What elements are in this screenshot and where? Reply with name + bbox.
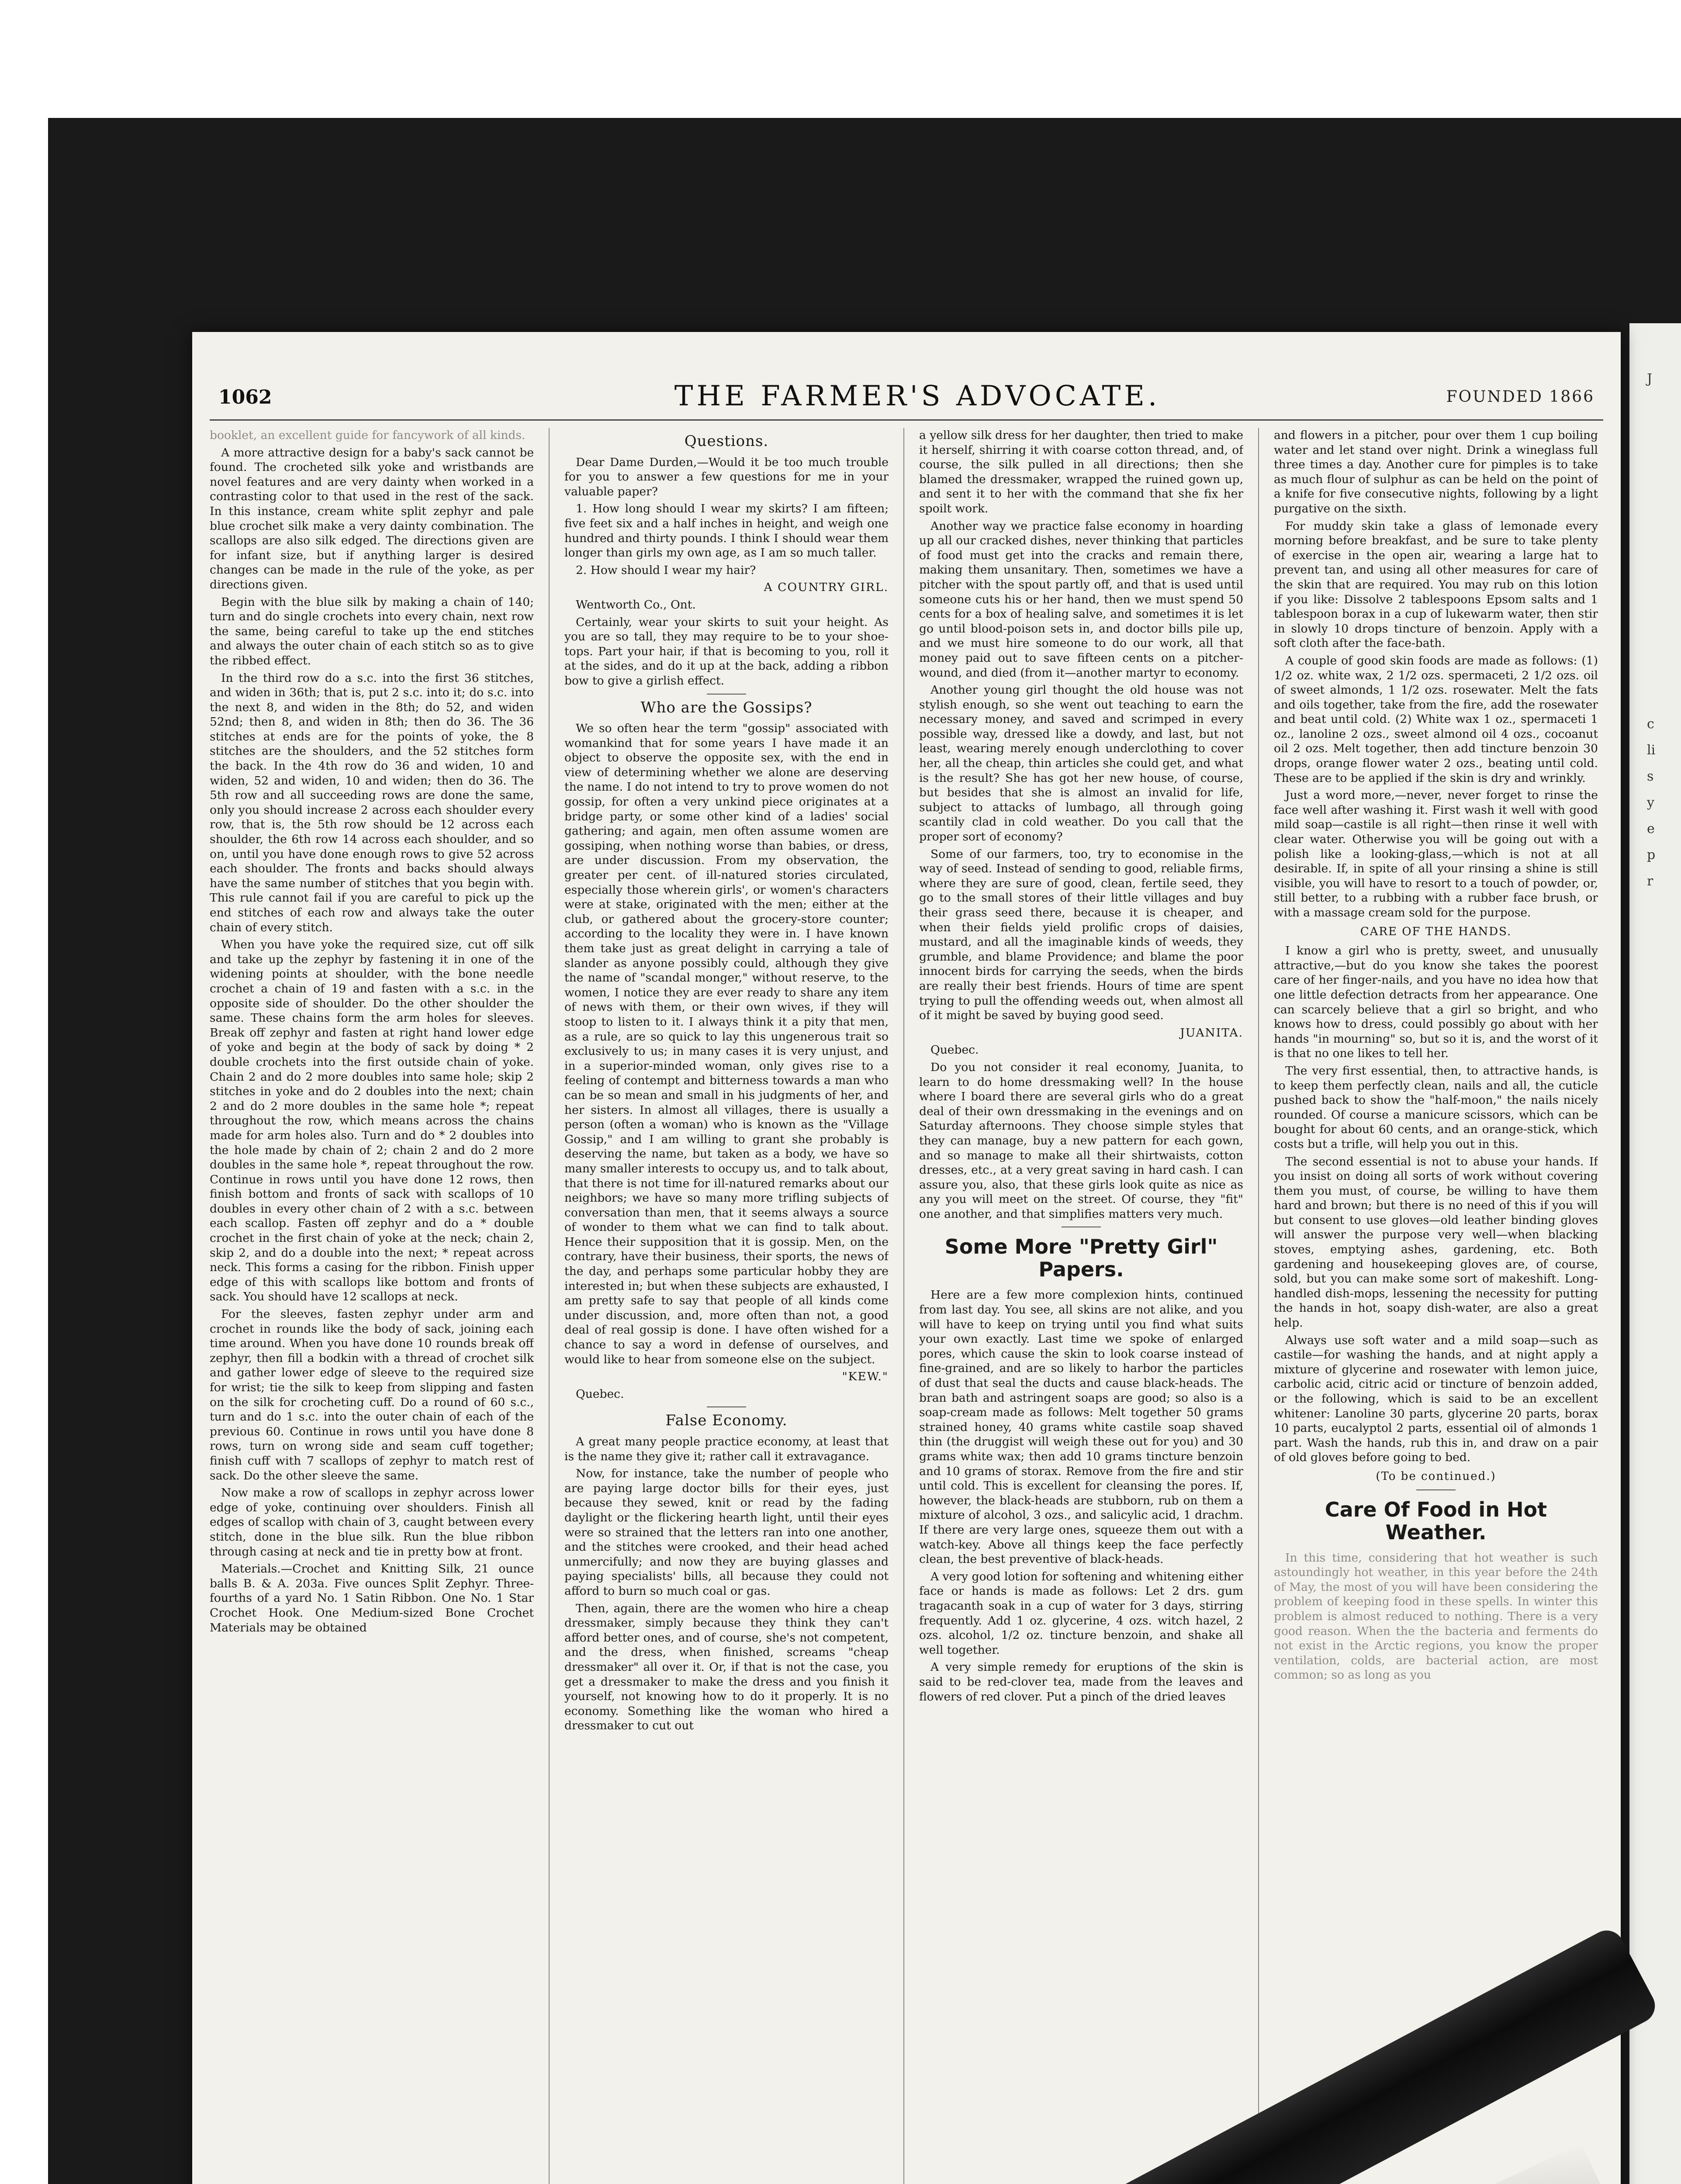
paragraph: a yellow silk dress for her daughter, then tried to make it herself, shirring it with coarse cotton thread, and, of course, the silk pulled in all directions; then she blamed the dressmaker, wrapped the ruined gown up, and sent it to her with the command that she fix her spoilt work. xyxy=(919,429,1243,515)
paragraph: and flowers in a pitcher, pour over them 1 cup boiling water and let stand over night. Drink a wineglass full three times a day. Another cure for pimples is to take as much flour of sulphur as can be held on the point of a knife for five consecutive nights, following by a light purgative on the sixth. xyxy=(1274,429,1598,515)
separator-rule xyxy=(707,694,746,695)
separator-rule xyxy=(707,1406,746,1407)
section-heading-questions: Questions. xyxy=(684,432,769,450)
paragraph: 1. How long should I wear my skirts? I am fifteen; five feet six and a half inches in height, and weigh one hundred and thirty pounds. I think I should wear them longer than girls my own age, as I am so much taller. xyxy=(564,502,889,560)
paragraph: A couple of good skin foods are made as follows: (1) 1/2 oz. white wax, 2 1/2 ozs. spermaceti, 2 1/2 ozs. oil of sweet almonds, 1 1/2 ozs. rosewater. Melt the fats and oils together, take from the fire, add the rosewater and beat until cold. (2) White wax 1 oz., spermaceti 1 oz., lanoline 2 ozs., sweet almond oil 4 ozs., cocoanut oil 2 ozs. Melt together, then add tincture benzoin 30 drops, orange flower water 2 ozs., beating until cold. These are to be applied if the skin is dry and wrinkly. xyxy=(1274,653,1598,785)
continued-note: (To be continued.) xyxy=(1376,1469,1496,1483)
section-heading-false-economy: False Economy. xyxy=(665,1412,788,1430)
header-rule xyxy=(210,419,1603,421)
paragraph: A very simple remedy for eruptions of the skin is said to be red-clover tea, made from the leaves and flowers of red clover. Put a pinch of the dried leaves xyxy=(919,1660,1243,1704)
section-heading-gossips: Who are the Gossips? xyxy=(640,698,813,716)
column-1 xyxy=(210,428,534,2184)
paragraph: Here are a few more complexion hints, continued from last day. You see, all skins are not alike, and you will have to keep on trying until you find what suits your own exactly. Last time we spoke of enlarged pores, which cause the skin to look coarse instead of fine-grained, and are so likely to harbor the particles of dust that seal the ducts and cause black-heads. The bran bath and astringent soaps are good; so also is a soap-cream made as follows: Melt together 50 grams strained honey, 40 grams white castile soap shaved thin (the druggist will weigh these out for you) and 30 grams white wax; then add 10 grams tincture benzoin and 10 grams of storax. Remove from the fire and stir until cold. This is excellent for cleansing the pores. If, however, the black-heads are stubborn, rub on them a mixture of alcohol, 3 ozs., and salicylic acid, 1 drachm. If there are very large ones, squeeze them out with a watch-key. Above all things keep the face perfectly clean, the best preventive of black-heads. xyxy=(919,1288,1243,1566)
column-divider xyxy=(903,428,904,2184)
paragraph: Now, for instance, take the number of people who are paying large doctor bills for their eyes, just because they sewed, knit or read by the fading daylight or the flickering hearth light, until their eyes were so strained that the letters ran into one another, and the stitches were crooked, and their head ached unmercifully; and now they are buying glasses and paying specialists' bills, all because they could not afford to burn so much coal or gas. xyxy=(564,1467,889,1598)
paragraph: Just a word more,—never, never forget to rinse the face well after washing it. First wash it well with good mild soap—castile is all right—then rinse it well with clear water. Otherwise you will be going out with a polish like a looking-glass,—which is not at all desirable. If, in spite of all your rinsing a shine is still visible, you will have to resort to a touch of powder, or, still better, to a rubbing with a rubber face brush, or with a massage cream sold for the purpose. xyxy=(1274,788,1598,919)
edge-letter: s xyxy=(1647,769,1654,784)
paragraph: In this time, considering that hot weather is such astoundingly hot weather, in this year before the 24th of May, the most of you will have been considering the problem of keeping food in these spells. In winter this problem is almost reduced to nothing. There is a very good reason. When the the bacteria and ferments do not exist in the Arctic regions, you know the proper ventilation, colds, are bacterial action, are most common; so as long as you xyxy=(1274,1551,1598,1682)
column-divider xyxy=(1258,428,1259,2184)
paragraph: 2. How should I wear my hair? xyxy=(576,563,756,577)
edge-letter: li xyxy=(1647,743,1656,758)
separator-rule xyxy=(1416,1489,1456,1490)
edge-letter: c xyxy=(1647,716,1654,732)
paragraph: The second essential is not to abuse your hands. If you insist on doing all sorts of work without covering them you must, of course, be willing to have them hard and brown; but there is no need of this if you will but consent to use gloves—old leather binding gloves will answer the purpose very well—when blacking stoves, emptying ashes, gardening, etc. Both gardening and housekeeping gloves are, of course, sold, but you can make some sort of makeshift. Long-handled dish-mops, lessening the necessity for putting the hands in hot, soapy dish-water, are also a great help. xyxy=(1274,1154,1598,1330)
paragraph: A very good lotion for softening and whitening either face or hands is made as follows: Let 2 drs. gum tragacanth soak in a cup of water for 3 days, stirring frequently. Add 1 oz. glycerine, 4 ozs. witch hazel, 2 ozs. alcohol, 1/2 oz. tincture benzoin, and shake all well together. xyxy=(919,1569,1243,1657)
column-2 xyxy=(564,428,889,2184)
page-header xyxy=(218,380,1595,419)
paragraph: A more attractive design for a baby's sack cannot be found. The crocheted silk yoke and wristbands are novel features and are very dainty when worked in a contrasting color to that used in the rest of the sack. In this instance, cream white split zephyr and pale blue crochet silk make a very dainty combination. The scallops are also silk edged. The directions given are for infant size, but if anything larger is desired changes can be made in the rule of the yoke, as per directions given. xyxy=(210,446,534,591)
letter-signature: JUANITA. xyxy=(1180,1026,1243,1040)
letter-location: Wentworth Co., Ont. xyxy=(576,598,696,612)
section-heading-care-of-food: Care Of Food in Hot Weather. xyxy=(1325,1497,1547,1544)
paragraph: booklet, an excellent guide for fancywork of all kinds. xyxy=(210,429,526,442)
edge-letter: y xyxy=(1647,795,1654,810)
paragraph: Now make a row of scallops in zephyr across lower edge of yoke, continuing over shoulders. Finish all edges of scallop with chain of 3, caught between every stitch, done in the blue silk. Run the blue ribbon through casing at neck and tie in pretty bow at front. xyxy=(210,1486,534,1559)
paragraph: Certainly, wear your skirts to suit your height. As you are so tall, they may require to be to your shoe-tops. Part your hair, if that is becoming to you, roll it at the sides, and do it up at the back, adding a ribbon bow to give a girlish effect. xyxy=(564,615,889,688)
paragraph: Some of our farmers, too, try to economise in the way of seed. Instead of sending to good, reliable firms, where they are sure of good, clean, fertile seed, they go to the small stores of their little villages and buy their grass seed there, because it is cheaper, and when their fields yield prolific crops of daisies, mustard, and all the imaginable kinds of weeds, they grumble, and blame Providence; and blame the poor innocent birds for carrying the seeds, when the birds are really their best friends. Hours of time are spent trying to pull the offending weeds out, when almost all of it might be saved by buying good seed. xyxy=(919,847,1243,1023)
letter-signature: A COUNTRY GIRL. xyxy=(764,581,889,594)
paragraph: For muddy skin take a glass of lemonade every morning before breakfast, and be sure to take plenty of exercise in the open air, wearing a large hat to prevent tan, and using all other measures for care of the skin that are required. You may rub on this lotion if you like: Dissolve 2 tablespoons Epsom salts and 1 tablespoon borax in a cup of lukewarm water, then stir in slowly 10 drops tincture of benzoin. Apply with a soft cloth after the face-bath. xyxy=(1274,519,1598,650)
masthead-title: THE FARMER'S ADVOCATE. xyxy=(674,380,1161,412)
letter-location: Quebec. xyxy=(576,1387,624,1401)
paragraph: When you have yoke the required size, cut off silk and take up the zephyr by fastening it in one of the widening points at shoulder, with the bone needle crochet a chain of 19 and fasten with a s.c. in the opposite side of shoulder. Do the other shoulder the same. These chains form the arm holes for sleeves. Break off zephyr and fasten at right hand lower edge of yoke and begin at the body of sack by doing * 2 double crochets into the first outside chain of yoke. Chain 2 and do 2 more doubles into same hole; skip 2 stitches in yoke and do 2 doubles into the next; chain 2 and do 2 more doubles in the same hole *; repeat throughout the row, which means across the chains made for arm holes also. Turn and do * 2 doubles into the hole made by chain of 2; chain 2 and do 2 more doubles in the same hole *, repeat throughout the row. Continue in rows until you have done 12 rows, then finish bottom and fronts of sack with scallops of 10 doubles in every other chain of 2 with a s.c. between each scallop. Fasten off zephyr and do a * double crochet in the first chain of yoke at the neck; chain 2, skip 2, and do a double into the next; * repeat across neck. This forms a casing for the ribbon. Finish upper edge of this with scallops like bottom and fronts of sack. You should have 12 scallops at neck. xyxy=(210,938,534,1304)
paragraph: For the sleeves, fasten zephyr under arm and crochet in rounds like the body of sack, joining each time around. When you have done 10 rounds break off zephyr, then fill a bodkin with a thread of crochet silk and gather lower edge of sleeve to the required size for wrist; tie the silk to keep from slipping and fasten on the silk for crocheting cuff. Do a round of 60 s.c., turn and do 1 s.c. into the outer chain of each of the previous 60. Continue in rows until you have done 8 rows, turn on wrong side and seam cuff together; finish cuff with 7 scallops of zephyr to match rest of sack. Do the other sleeve the same. xyxy=(210,1307,534,1482)
paragraph: The very first essential, then, to attractive hands, is to keep them perfectly clean, nails and all, the cuticle pushed back to show the "half-moon," the nails nicely rounded. Of course a manicure scissors, which can be bought for about 60 cents, and an orange-stick, which costs but a trifle, will help you out in this. xyxy=(1274,1064,1598,1151)
adjacent-page-edge xyxy=(1629,323,1681,2184)
edge-letter: p xyxy=(1647,847,1656,863)
paragraph: Dear Dame Durden,—Would it be too much trouble for you to answer a few questions for me in your valuable paper? xyxy=(564,455,889,498)
column-4 xyxy=(1274,428,1598,2184)
paragraph: Then, again, there are the women who hire a cheap dressmaker, simply because they think they can't afford better ones, and of course, she's not competent, and the dress, when finished, screams "cheap dressmaker" all over it. Or, if that is not the case, you get a dressmaker to make the dress and you finish it yourself, not knowing how to do it properly. It is no economy. Something like the woman who hired a dressmaker to cut out xyxy=(564,1601,889,1733)
page-number: 1062 xyxy=(218,386,272,408)
subheading-care-of-hands: CARE OF THE HANDS. xyxy=(1360,925,1512,938)
paragraph: In the third row do a s.c. into the first 36 stitches, and widen in 36th; that is, put 2 s.c. into it; do s.c. into the next 8, and widen in the 8th; do 52, and widen 52nd; then 8, and widen in 8th; then do 36. The 36 stitches at ends are for the points of yoke, the 8 stitches are the shoulders, and the 52 stitches form the back. In the 4th row do 36 and widen, 10 and widen, 52 and widen, 10 and widen; then do 36. The 5th row and all succeeding rows are done the same, only you should increase 2 across each shoulder every row, that is, the 5th row should be 12 across each shoulder, the 6th row 14 across each shoulder, and so on, until you have done enough rows to give 52 across each shoulder. The fronts and backs should always have the same number of stitches that you begin with. This rule cannot fail if you are careful to pick up the end stitches of each row and always take the outer chain of every stitch. xyxy=(210,671,534,934)
edge-letter: J xyxy=(1647,371,1653,387)
founded-line: FOUNDED 1866 xyxy=(1446,388,1595,406)
letter-signature: "KEW." xyxy=(842,1370,889,1384)
edge-letter: e xyxy=(1647,821,1655,836)
paragraph: Materials.—Crochet and Knitting Silk, 21 ounce balls B. & A. 203a. Five ounces Split Zephyr. Three-fourths of a yard No. 1 Satin Ribbon. One No. 1 Star Crochet Hook. One Medium-sized Bone Crochet Materials may be obtained xyxy=(210,1562,534,1635)
section-heading-pretty-girl: Some More "Pretty Girl" Papers. xyxy=(944,1235,1218,1282)
column-3 xyxy=(919,428,1243,2184)
newspaper-page xyxy=(192,332,1621,2184)
paragraph: Do you not consider it real economy, Juanita, to learn to do home dressmaking well? In the house where I board there are several girls who do a great deal of their own dressmaking in the evenings and on Saturday afternoons. They choose simple styles that they can manage, buy a new pattern for each gown, and so manage to make all their shirtwaists, cotton dresses, etc., at a very great saving in hard cash. I can assure you, also, that these girls look quite as nice as any you will meet on the street. Of course, they "fit" one another, and that simplifies matters very much. xyxy=(919,1060,1243,1221)
paragraph: Begin with the blue silk by making a chain of 140; turn and do single crochets into every chain, next row the same, being careful to take up the end stitches and always the outer chain of each stitch so as to give the ribbed effect. xyxy=(210,595,534,667)
column-divider xyxy=(549,428,550,2184)
paragraph: We so often hear the term "gossip" associated with womankind that for some years I have made it an object to observe the opposite sex, with the end in view of determining whether we alone are deserving the name. I do not intend to try to prove women do not gossip, for often a very unkind piece originates at a bridge party, or some other kind of a ladies' social gathering; and again, men often assume women are gossiping, when nothing worse than babies, or dress, are under discussion. From my observation, the greater per cent. of ill-natured stories circulated, especially those wherein girls', or women's characters were at stake, originated with the men; either at the club, or gathered about the grocery-store counter; according to the locality they were in. I have known them take just as great delight in carrying a tale of slander as anyone possibly could, although they give the name of "scandal monger," without reserve, to the women, I notice they are ever ready to share any item of news with them, or their own wives, if they will stoop to listen to it. I always think it a pity that men, as a rule, are so quick to lay this ungenerous trait so exclusively to us; in many cases it is very unjust, and in a superior-minded woman, only gives rise to a feeling of contempt and bitterness towards a man who can be so mean and small in his judgments of her, and her sisters. In almost all villages, there is usually a person (often a woman) who is known as the "Village Gossip," and I am willing to grant she probably is deserving the name, but taken as a body, we have so many smaller interests to occupy us, and to talk about, that there is not time for ill-natured remarks about our neighbors; we have so many more trifling subjects of conversation than men, that it seems always a source of wonder to them what we can find to talk about. Hence their supposition that it is gossip. Men, on the contrary, have their business, their sports, the news of the day, and perhaps some particular hobby they are interested in; but when these subjects are exhausted, I am pretty safe to say that people of all kinds come under discussion, and, more often than not, a good deal of real gossip is done. I have often wished for a chance to say a word in defense of ourselves, and would like to hear from someone else on the subject. xyxy=(564,722,889,1366)
paragraph: Another way we practice false economy in hoarding up all our cracked dishes, never thinking that particles of food must get into the cracks and remain there, making them unsanitary. Then, sometimes we have a pitcher with the spout partly off, and that is used until someone cuts his or her hand, then we must spend 50 cents for a box of healing salve, and sometimes it is let go until blood-poison sets in, and doctor bills pile up, and we must hire someone to do our work, all that money paid out to save fifteen cents on a pitcher-wound, and died (from it—another martyr to economy. xyxy=(919,519,1243,680)
article-columns xyxy=(210,428,1603,2184)
paragraph: A great many people practice economy, at least that is the name they give it; rather call it extravagance. xyxy=(564,1435,889,1463)
paragraph: I know a girl who is pretty, sweet, and unusually attractive,—but do you know she takes the poorest care of her finger-nails, and you have no idea how that one little defection detracts from her appearance. One can scarcely believe that a girl so bright, and who knows how to dress, could possibly go about with her hands "in mourning" so, but so it is, and the worst of it is that no one likes to tell her. xyxy=(1274,944,1598,1061)
paragraph: Another young girl thought the old house was not stylish enough, so she went out teaching to earn the necessary money, and saved and scrimped in every possible way, dressed like a dowdy, and last, but not least, wearing merely enough underclothing to cover her, all the cheap, thin articles she could get, and what is the result? She has got her new house, of course, but besides that she is almost an invalid for life, subject to attacks of lumbago, all through going scantily clad in cold weather. Do you call that the proper sort of economy? xyxy=(919,683,1243,844)
letter-location: Quebec. xyxy=(930,1043,979,1057)
edge-letter: r xyxy=(1647,874,1653,889)
paragraph: Always use soft water and a mild soap—such as castile—for washing the hands, and at night apply a mixture of glycerine and rosewater with lemon juice, carbolic acid, citric acid or tincture of benzoin added, or the following, which is said to be an excellent whitener: Lanoline 30 parts, glycerine 20 parts, borax 10 parts, eucalyptol 2 parts, essential oil of almonds 1 part. Wash the hands, rub this in, and draw on a pair of old gloves before going to bed. xyxy=(1274,1333,1598,1465)
